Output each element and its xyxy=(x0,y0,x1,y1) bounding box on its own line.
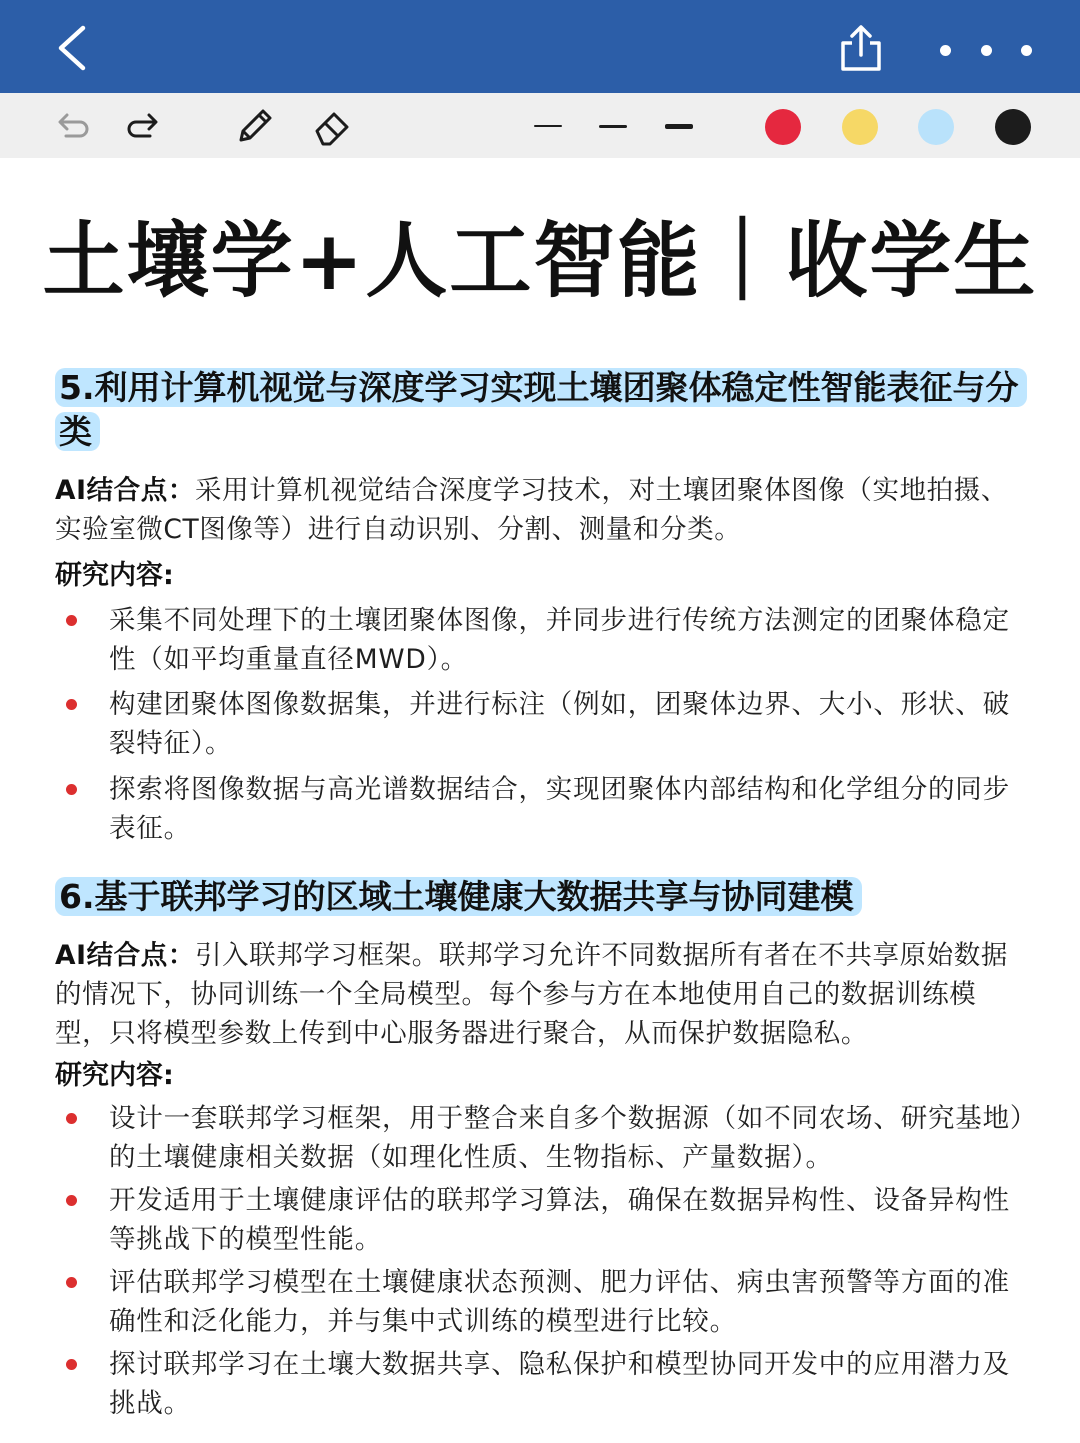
section-heading xyxy=(55,875,1025,919)
list-item xyxy=(66,685,1031,763)
bullet-dot xyxy=(66,784,77,795)
undo-button[interactable] xyxy=(46,101,96,151)
section-heading-text: 5.利用计算机视觉与深度学习实现土壤团聚体稳定性智能表征与分类 xyxy=(55,368,1027,451)
share-icon xyxy=(839,23,883,73)
stroke-thin-icon xyxy=(534,125,562,127)
list-item-text: 构建团聚体图像数据集，并进行标注（例如，团聚体边界、大小、形状、破裂特征）。 xyxy=(109,689,1010,759)
section-heading-text: 6.基于联邦学习的区域土壤健康大数据共享与协同建模 xyxy=(55,877,862,916)
redo-icon xyxy=(126,108,164,144)
top-nav-bar xyxy=(0,0,1080,93)
share-button[interactable] xyxy=(832,18,890,78)
back-button[interactable] xyxy=(44,20,100,76)
list-item-text: 探索将图像数据与高光谱数据结合，实现团聚体内部结构和化学组分的同步表征。 xyxy=(109,774,1010,844)
ai-point-text: 引入联邦学习框架。联邦学习允许不同数据所有者在不共享原始数据的情况下，协同训练一个全局模型。每个参与方在本地使用自己的数据训练模型，只将模型参数上传到中心服务器进行聚合，从而保护数据隐私。 xyxy=(55,940,1008,1049)
color-black[interactable] xyxy=(995,109,1031,145)
bullet-dot xyxy=(66,699,77,710)
color-yellow[interactable] xyxy=(842,109,878,145)
list-item-text: 评估联邦学习模型在土壤健康状态预测、肥力评估、病虫害预警等方面的准确性和泛化能力，并与集中式训练的模型进行比较。 xyxy=(109,1267,1010,1337)
research-content-label: 研究内容: xyxy=(55,1060,174,1091)
list-item xyxy=(66,1181,1031,1259)
ai-point-text: 采用计算机视觉结合深度学习技术，对土壤团聚体图像（实地拍摄、实验室微CT图像等）进行自动识别、分割、测量和分类。 xyxy=(55,475,1008,545)
list-item xyxy=(66,601,1031,679)
research-content-label: 研究内容: xyxy=(55,560,174,591)
list-item xyxy=(66,1099,1031,1177)
more-dots-icon xyxy=(1021,45,1032,56)
stroke-medium-icon xyxy=(599,125,627,128)
page-title: 土壤学+人工智能｜收学生 xyxy=(42,214,1038,309)
eraser-icon xyxy=(311,104,355,148)
bullet-dot xyxy=(66,1359,77,1370)
eraser-tool[interactable] xyxy=(308,101,358,151)
chevron-left-icon xyxy=(55,24,89,72)
undo-icon xyxy=(52,108,90,144)
bullet-dot xyxy=(66,1113,77,1124)
more-dots-icon xyxy=(940,45,951,56)
bullet-dot xyxy=(66,1195,77,1206)
more-options-button[interactable] xyxy=(930,28,1042,72)
list-item-text: 设计一套联邦学习框架，用于整合来自多个数据源（如不同农场、研究基地）的土壤健康相关数据（如理化性质、生物指标、产量数据）。 xyxy=(109,1103,1024,1173)
pencil-tool[interactable] xyxy=(230,101,280,151)
list-item-text: 采集不同处理下的土壤团聚体图像，并同步进行传统方法测定的团聚体稳定性（如平均重量直径MWD）。 xyxy=(109,605,1010,675)
pencil-icon xyxy=(233,104,277,148)
list-item xyxy=(66,1345,1031,1423)
section-heading xyxy=(55,366,1025,454)
stroke-thin[interactable] xyxy=(526,107,570,145)
stroke-medium[interactable] xyxy=(591,107,635,145)
bullet-dot xyxy=(66,1277,77,1288)
ai-point-label: AI结合点： xyxy=(55,940,195,971)
list-item-text: 开发适用于土壤健康评估的联邦学习算法，确保在数据异构性、设备异构性等挑战下的模型性能。 xyxy=(109,1185,1010,1255)
bullet-dot xyxy=(66,615,77,626)
stroke-thick[interactable] xyxy=(657,107,701,145)
color-red[interactable] xyxy=(765,109,801,145)
color-light-blue[interactable] xyxy=(918,109,954,145)
ai-point-label: AI结合点： xyxy=(55,475,195,506)
stroke-thick-icon xyxy=(665,124,693,129)
list-item-text: 探讨联邦学习在土壤大数据共享、隐私保护和模型协同开发中的应用潜力及挑战。 xyxy=(109,1349,1010,1419)
redo-button[interactable] xyxy=(120,101,170,151)
list-item xyxy=(66,1263,1031,1341)
more-dots-icon xyxy=(981,45,992,56)
ai-point-paragraph xyxy=(55,471,1030,549)
ai-point-paragraph xyxy=(55,936,1030,1053)
list-item xyxy=(66,770,1031,848)
